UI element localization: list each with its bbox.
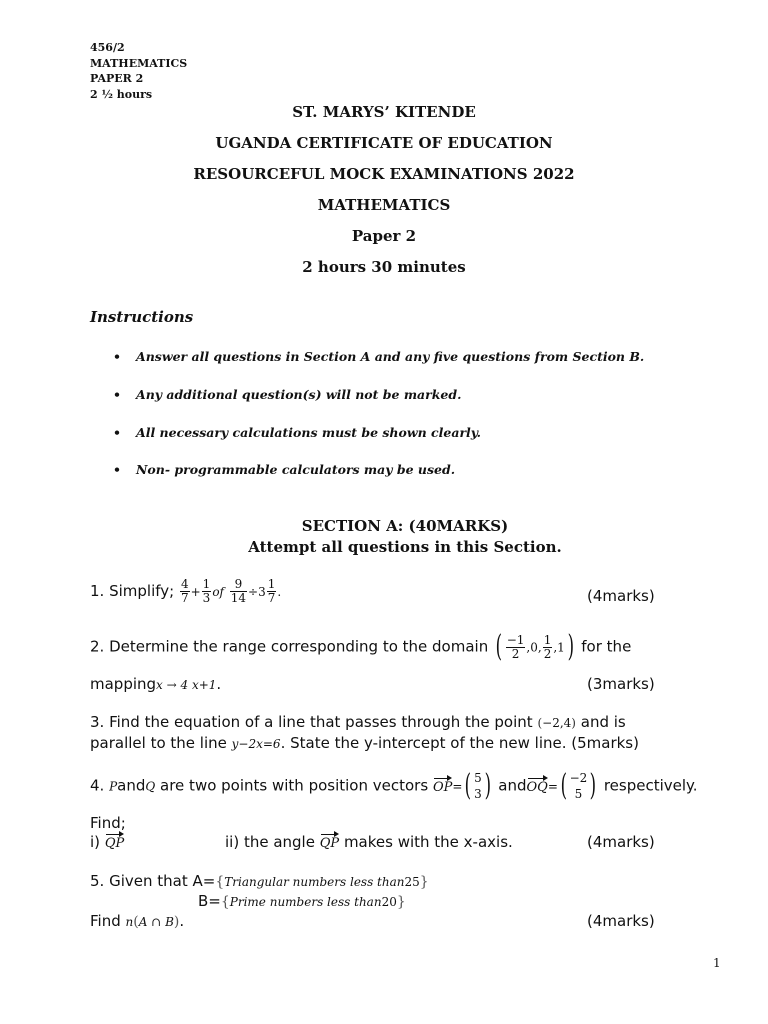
q1-marks: (4marks) <box>587 587 655 605</box>
column-vector: 5 3 <box>474 771 482 801</box>
column-vector: −2 5 <box>569 771 588 801</box>
bullet-icon: • <box>113 387 121 402</box>
school-name: ST. MARYS’ KITENDE <box>292 103 476 121</box>
time-title: 2 hours 30 minutes <box>302 258 466 276</box>
header-duration: 2 ½ hours <box>90 87 153 101</box>
header-paper: PAPER 2 <box>90 72 144 85</box>
question-5-find: Find n(A ∩ B). <box>90 912 185 930</box>
bullet-icon: • <box>113 425 121 440</box>
paper-title: Paper 2 <box>351 227 417 245</box>
q2-marks: (3marks) <box>587 675 655 693</box>
fraction: $\frac{9}{14}$ <box>230 577 247 605</box>
fraction: $\frac{4}{7}$ <box>180 577 189 605</box>
question-1: 1. Simplify; $\frac{4}{7}$ + $\frac{1}{3}$ of $\frac{9}{14}$ ÷3 $\frac{1}{7}$ . <box>90 577 282 605</box>
instructions-heading: Instructions <box>90 308 194 326</box>
page-number: 1 <box>713 956 721 970</box>
fraction: $\frac{1}{2}$ <box>543 632 552 661</box>
instruction-item: • All necessary calculations must be shown clearly. <box>113 425 481 440</box>
bullet-icon: • <box>113 462 121 477</box>
brace-close-icon: ) <box>567 629 574 664</box>
q5-marks: (4marks) <box>587 912 655 930</box>
exam-title: RESOURCEFUL MOCK EXAMINATIONS 2022 <box>193 165 575 183</box>
paper-code: 456/2 <box>90 41 125 54</box>
brace-open-icon: ( <box>495 629 503 664</box>
question-2: 2. Determine the range corresponding to the domain ( $\frac{-1}{2}$ ,0, $\frac{1}{2}$ ,1) for the <box>90 629 632 664</box>
fraction: $\frac{1}{3}$ <box>202 577 211 605</box>
instruction-item: • Answer all questions in Section A and any five questions from Section B. <box>113 349 645 364</box>
question-3: 3. Find the equation of a line that passes through the point (−2,4) and is <box>90 713 626 731</box>
question-4: 4. PandQ are two points with position vectors OP=( 5 3 ) andOQ=( −2 5 ) respectively. <box>90 768 698 803</box>
bullet-icon: • <box>113 349 121 364</box>
exam-header <box>90 40 187 102</box>
question-5: 5. Given that A={Triangular numbers less than25} <box>90 872 429 890</box>
section-subtitle: Attempt all questions in this Section. <box>248 538 562 556</box>
question-4-parts: i) QP <box>90 833 125 851</box>
header-subject: MATHEMATICS <box>90 56 188 70</box>
question-4-part-ii: ii) the angle QP makes with the x-axis. <box>225 833 513 851</box>
fraction: $\frac{-1}{2}$ <box>506 632 525 661</box>
vector-oq: OQ <box>526 779 548 795</box>
question-5-setB: B={Prime numbers less than20} <box>198 892 406 910</box>
q4-marks: (4marks) <box>587 833 655 851</box>
subject-title: MATHEMATICS <box>317 196 451 214</box>
question-3-line2: parallel to the line y−2x=6. State the y-intercept of the new line. (5marks) <box>90 734 639 752</box>
vector-op: OP <box>432 779 453 795</box>
fraction: $\frac{1}{7}$ <box>267 577 276 605</box>
section-title: SECTION A: (40MARKS) <box>301 517 509 535</box>
instruction-item: • Non- programmable calculators may be used. <box>113 462 456 477</box>
certificate-title: UGANDA CERTIFICATE OF EDUCATION <box>215 134 553 152</box>
question-4-find: Find; <box>90 814 126 832</box>
question-2-line2: mappingx → 4 x+1. <box>90 675 222 693</box>
instruction-item: • Any additional question(s) will not be marked. <box>113 387 462 402</box>
